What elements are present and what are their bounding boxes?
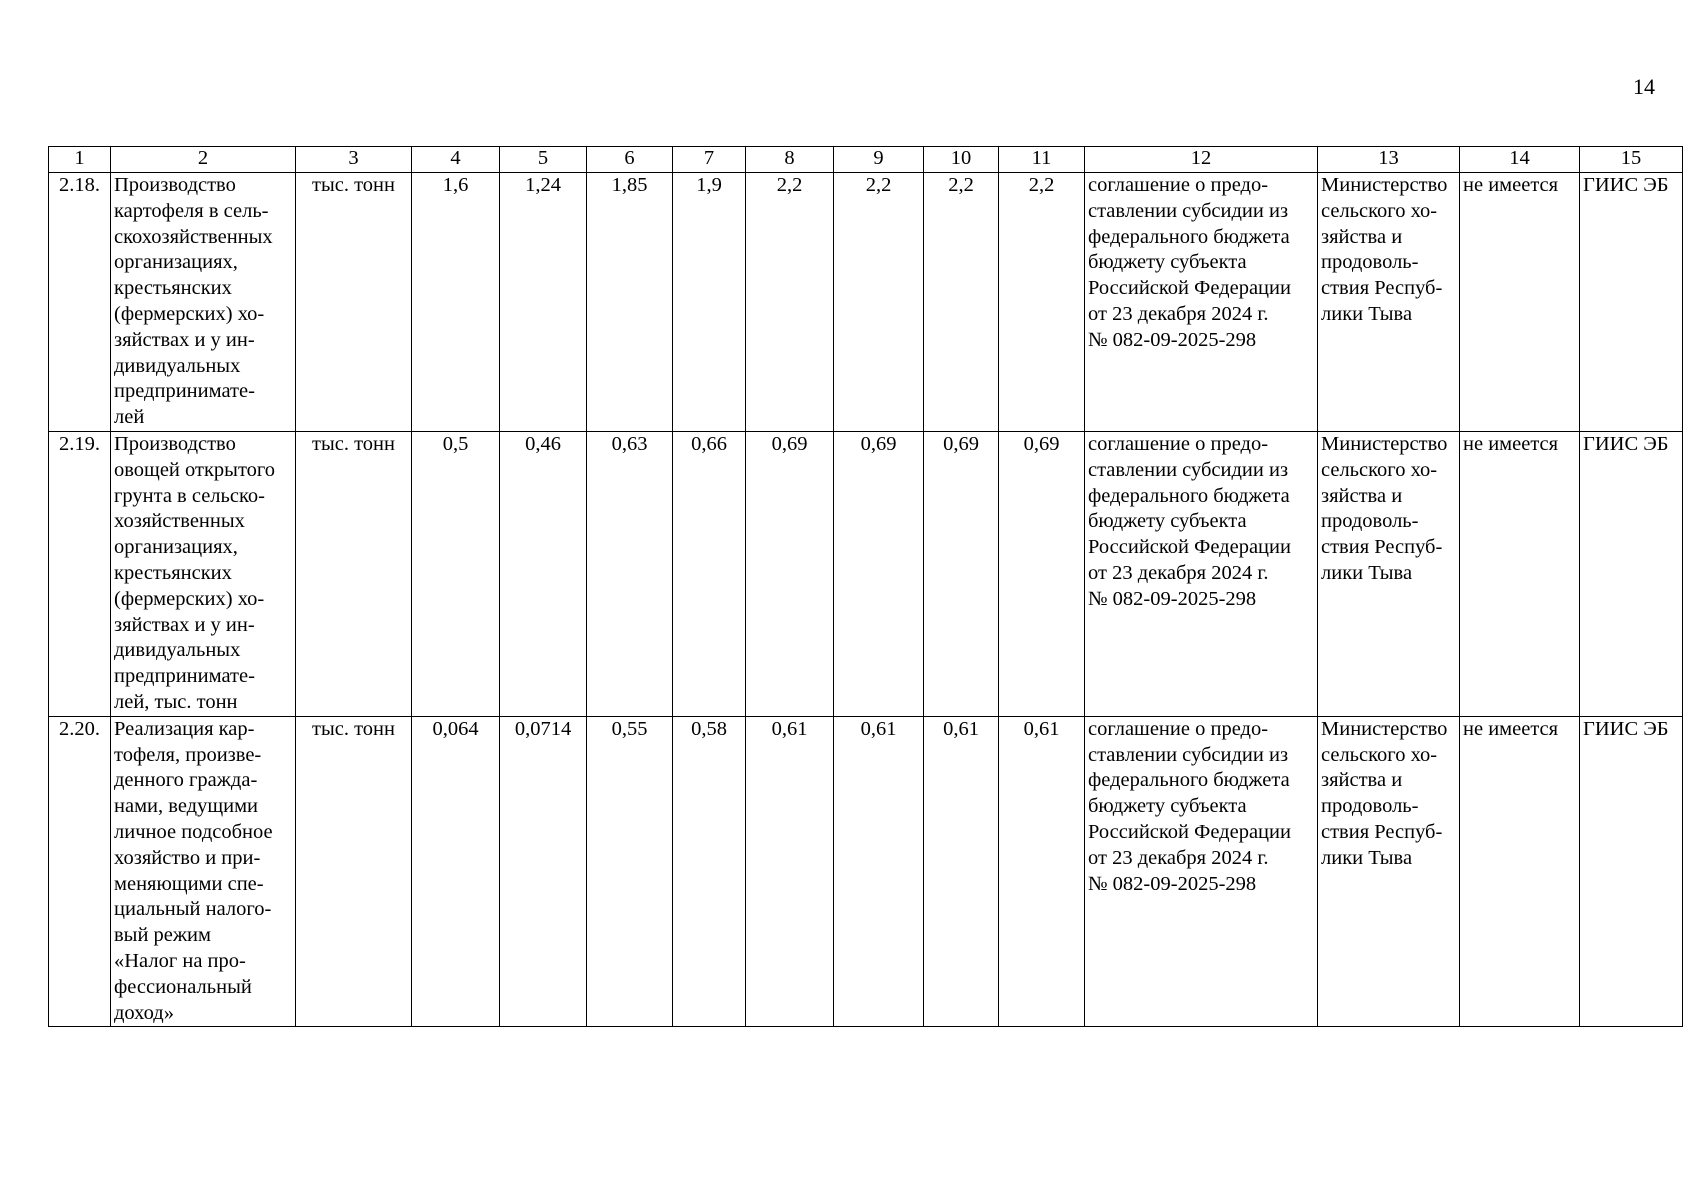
- col14-cell: не имеется: [1460, 432, 1580, 717]
- column-header: 1: [49, 147, 111, 173]
- value-cell: 0,66: [673, 432, 746, 717]
- table-row: [49, 716, 1683, 1027]
- column-header: 7: [673, 147, 746, 173]
- basis-cell: соглашение о предо- ставлении субсидии из федерального бюджета бюджету субъекта Российской Федерации от 23 декабря 2024 г. № 082-09-2025-298: [1085, 432, 1318, 717]
- col14-cell: не имеется: [1460, 716, 1580, 1027]
- value-cell: 0,46: [500, 432, 587, 717]
- responsible-cell: Министерство сельского хо- зяйства и продоволь- ствия Респуб- лики Тыва: [1318, 173, 1460, 432]
- responsible-cell: Министерство сельского хо- зяйства и продоволь- ствия Респуб- лики Тыва: [1318, 716, 1460, 1027]
- unit-cell: тыс. тонн: [296, 716, 412, 1027]
- indicators-table: [48, 146, 1683, 1027]
- page-number: 14: [1633, 74, 1655, 99]
- value-cell: 1,6: [412, 173, 500, 432]
- value-cell: 0,55: [587, 716, 673, 1027]
- column-header: 15: [1580, 147, 1683, 173]
- value-cell: 0,61: [834, 716, 924, 1027]
- value-cell: 0,69: [834, 432, 924, 717]
- value-cell: 0,58: [673, 716, 746, 1027]
- value-cell: 0,69: [924, 432, 999, 717]
- column-header: 11: [999, 147, 1085, 173]
- indicator-name: Производство овощей открытого грунта в сельско- хозяйственных организациях, крестьянских (фермерских) хо- зяйствах и у ин- дивидуальных предпринимате- лей, тыс. тонн: [111, 432, 296, 717]
- value-cell: 0,61: [999, 716, 1085, 1027]
- indicator-name: Реализация кар- тофеля, произве- денного гражда- нами, ведущими личное подсобное хозяйство и при- меняющими спе- циальный налого- вый режим «Налог на про- фессиональный доход»: [111, 716, 296, 1027]
- row-index: 2.20.: [49, 716, 111, 1027]
- row-index: 2.19.: [49, 432, 111, 717]
- column-header: 2: [111, 147, 296, 173]
- value-cell: 2,2: [746, 173, 834, 432]
- table-row: [49, 173, 1683, 432]
- value-cell: 0,63: [587, 432, 673, 717]
- table-row: [49, 432, 1683, 717]
- column-header: 13: [1318, 147, 1460, 173]
- value-cell: 2,2: [999, 173, 1085, 432]
- column-header: 6: [587, 147, 673, 173]
- value-cell: 1,85: [587, 173, 673, 432]
- basis-cell: соглашение о предо- ставлении субсидии из федерального бюджета бюджету субъекта Российской Федерации от 23 декабря 2024 г. № 082-09-2025-298: [1085, 716, 1318, 1027]
- column-header: 8: [746, 147, 834, 173]
- value-cell: 0,69: [746, 432, 834, 717]
- value-cell: 0,5: [412, 432, 500, 717]
- col14-cell: не имеется: [1460, 173, 1580, 432]
- value-cell: 0,61: [746, 716, 834, 1027]
- responsible-cell: Министерство сельского хо- зяйства и продоволь- ствия Респуб- лики Тыва: [1318, 432, 1460, 717]
- value-cell: 0,69: [999, 432, 1085, 717]
- row-index: 2.18.: [49, 173, 111, 432]
- column-header: 9: [834, 147, 924, 173]
- value-cell: 1,24: [500, 173, 587, 432]
- table-header-row: [49, 147, 1683, 173]
- indicator-name: Производство картофеля в сель- скохозяйственных организациях, крестьянских (фермерских) хо- зяйствах и у ин- дивидуальных предпринимате- лей: [111, 173, 296, 432]
- column-header: 10: [924, 147, 999, 173]
- column-header: 14: [1460, 147, 1580, 173]
- column-header: 5: [500, 147, 587, 173]
- col15-cell: ГИИС ЭБ: [1580, 432, 1683, 717]
- value-cell: 1,9: [673, 173, 746, 432]
- column-header: 4: [412, 147, 500, 173]
- column-header: 3: [296, 147, 412, 173]
- value-cell: 2,2: [834, 173, 924, 432]
- unit-cell: тыс. тонн: [296, 173, 412, 432]
- value-cell: 0,61: [924, 716, 999, 1027]
- value-cell: 2,2: [924, 173, 999, 432]
- value-cell: 0,0714: [500, 716, 587, 1027]
- value-cell: 0,064: [412, 716, 500, 1027]
- basis-cell: соглашение о предо- ставлении субсидии из федерального бюджета бюджету субъекта Российской Федерации от 23 декабря 2024 г. № 082-09-2025-298: [1085, 173, 1318, 432]
- col15-cell: ГИИС ЭБ: [1580, 716, 1683, 1027]
- column-header: 12: [1085, 147, 1318, 173]
- col15-cell: ГИИС ЭБ: [1580, 173, 1683, 432]
- unit-cell: тыс. тонн: [296, 432, 412, 717]
